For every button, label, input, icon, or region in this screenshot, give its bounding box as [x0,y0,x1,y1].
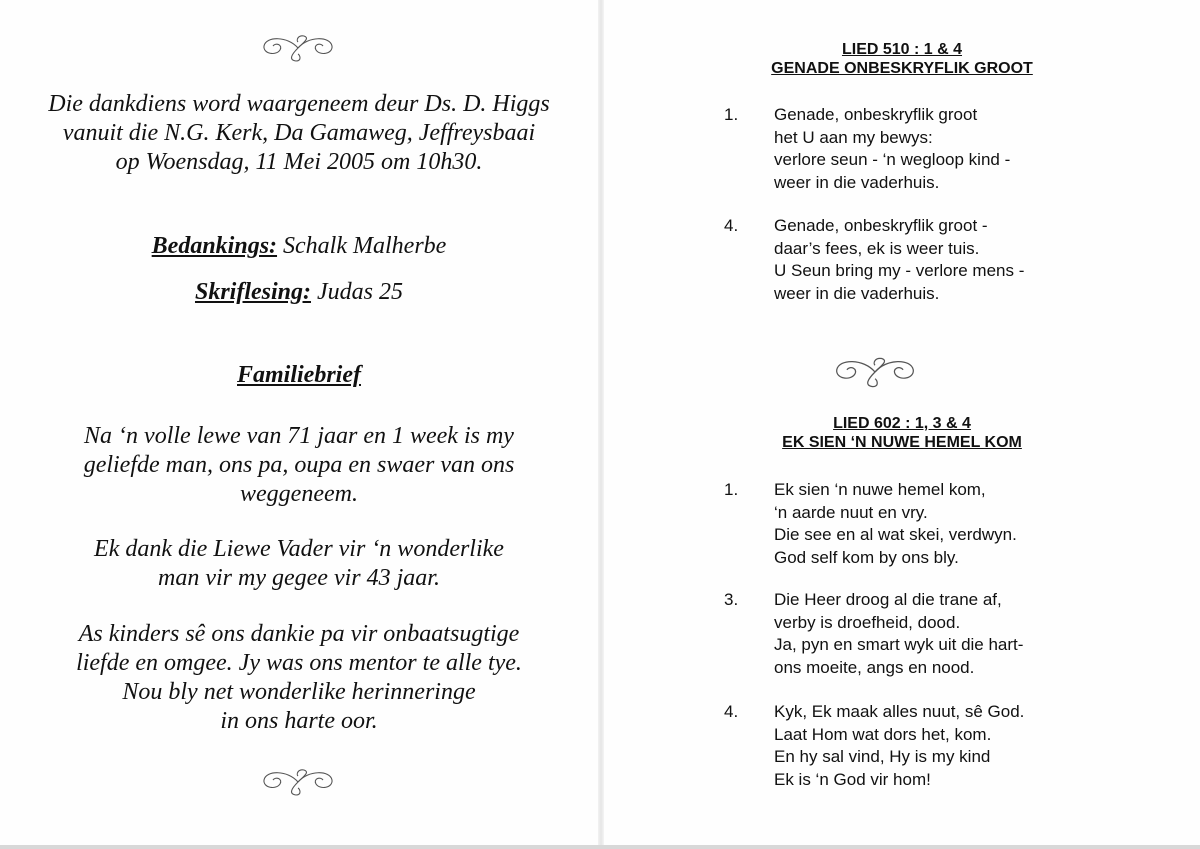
skriflesing-line [0,279,598,306]
left-page [0,0,598,849]
verse-number: 4. [724,702,739,721]
letter-paragraph-2 [0,535,598,593]
verse-line: het U aan my bewys: [774,127,933,147]
verse-number: 1. [724,105,739,124]
verse-line: Genade, onbeskryflik groot - [774,216,988,235]
flourish-ornament-icon [258,766,338,798]
paragraph-line: man vir my gegee vir 43 jaar. [158,565,440,591]
verse-line: Die Heer droog al die trane af, [774,590,1002,609]
letter-paragraph-3 [0,620,598,736]
verse-line: Ja, pyn en smart wyk uit die hart- [774,635,1024,654]
flourish-ornament-icon [258,32,338,64]
paragraph-line: Ek dank die Liewe Vader vir ‘n wonderlike [94,536,504,562]
verse-line: Kyk, Ek maak alles nuut, sê God. [774,702,1025,721]
service-line: Die dankdiens word waargeneem deur Ds. D. Higgs [48,91,550,117]
verse-number: 1. [724,480,739,499]
song-1-title: LIED 510 : 1 & 4 [841,41,963,58]
song-2-subtitle: EK SIEN ‘N NUWE HEMEL KOM [782,434,1022,451]
verse-number: 4. [724,216,739,235]
flourish-ornament-icon [830,354,920,390]
verse-line: Die see en al wat skei, verdwyn. [774,525,1017,544]
bedankings-line [0,233,598,260]
verse-line: weer in die vaderhuis. [774,172,940,192]
paragraph-line: As kinders sê ons dankie pa vir onbaatsugtige [78,621,520,647]
verse-line: God self kom by ons bly. [774,547,959,567]
paragraph-line: liefde en omgee. Jy was ons mentor te alle tye. [76,650,522,676]
song-2-header [604,414,1200,452]
skriflesing-label: Skriflesing: [194,279,311,305]
verse-line: Ek sien ‘n nuwe hemel kom, [774,480,986,499]
verse-line: verby is droefheid, dood. [774,612,961,632]
verse-line: daar’s fees, ek is weer tuis. [774,238,980,258]
letter-paragraph-1 [0,422,598,509]
verse-line: weer in die vaderhuis. [774,283,940,303]
skriflesing-value: Judas 25 [317,279,403,305]
song-1-subtitle: GENADE ONBESKRYFLIK GROOT [771,60,1033,77]
paragraph-line: in ons harte oor. [220,708,378,734]
bedankings-label: Bedankings: [151,233,278,259]
paragraph-line: weggeneem. [240,481,358,507]
verse-line: Genade, onbeskryflik groot [774,105,978,124]
bottom-edge [0,845,1200,849]
verse-line: Ek is ‘n God vir hom! [774,769,931,789]
verse-line: Laat Hom wat dors het, kom. [774,724,992,744]
song-1-header [604,40,1200,78]
paragraph-line: Nou bly net wonderlike herinneringe [122,679,476,705]
verse-line: ‘n aarde nuut en vry. [774,502,928,522]
song-2-title: LIED 602 : 1, 3 & 4 [833,415,971,432]
familiebrief-heading: Familiebrief [237,362,361,388]
verse-line: verlore seun - ‘n wegloop kind - [774,150,1011,169]
right-page [604,0,1200,849]
service-line: vanuit die N.G. Kerk, Da Gamaweg, Jeffreysbaai [62,120,536,146]
paragraph-line: geliefde man, ons pa, oupa en swaer van ons [83,452,515,478]
paragraph-line: Na ‘n volle lewe van 71 jaar en 1 week is my [84,423,514,449]
verse-number: 3. [724,590,739,609]
bedankings-value: Schalk Malherbe [283,233,447,259]
verse-line: ons moeite, angs en nood. [774,657,975,677]
verse-line: En hy sal vind, Hy is my kind [774,747,991,766]
verse-line: U Seun bring my - verlore mens - [774,261,1025,280]
service-details [0,90,598,177]
service-line: op Woensdag, 11 Mei 2005 om 10h30. [115,149,483,175]
